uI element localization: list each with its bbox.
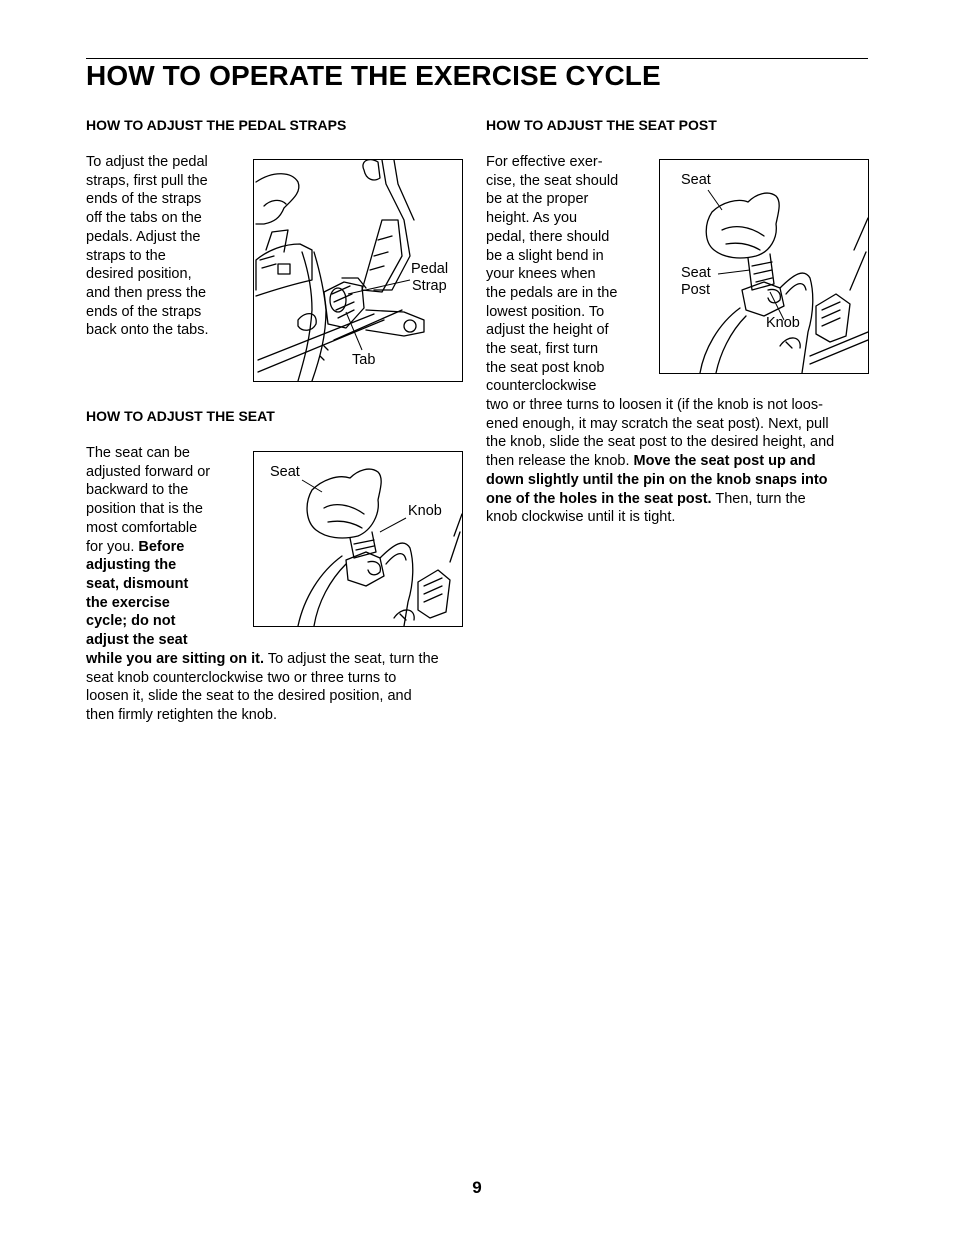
text-line: lowest position. To [486, 303, 605, 320]
text-line [486, 490, 871, 509]
text-line: the knob, slide the seat post to the desired height, and [486, 434, 835, 451]
seat-figure [253, 451, 463, 627]
text-line: height. As you [486, 210, 578, 227]
warning-text: adjust the seat [86, 632, 188, 649]
text-line: back onto the tabs. [86, 322, 209, 339]
text-line: your knees when [486, 266, 596, 283]
pedal-straps-text [86, 153, 236, 340]
strap-label: Strap [412, 278, 447, 294]
warning-text: seat, dismount [86, 575, 189, 592]
text-line: be at the proper [486, 191, 589, 208]
text-segment: To adjust the seat, turn the [264, 651, 439, 667]
seat-post-label-line1: Seat [681, 265, 711, 281]
text-segment: then release the knob. [486, 453, 634, 470]
text-line: knob clockwise until it is tight. [486, 509, 676, 526]
text-line: desired position, [86, 266, 192, 283]
text-line: For effective exer- [486, 154, 603, 170]
text-line: loosen it, slide the seat to the desired position, and [86, 688, 412, 705]
page-title: HOW TO OPERATE THE EXERCISE CYCLE [86, 60, 661, 91]
text-line: pedals. Adjust the [86, 228, 201, 245]
text-line: The seat can be [86, 445, 190, 461]
text-line: position that is the [86, 501, 203, 518]
text-line: straps to the [86, 247, 166, 264]
page-number: 9 [472, 1178, 482, 1197]
warning-text: adjusting the [86, 557, 177, 574]
text-line: pedal, there should [486, 228, 610, 245]
text-segment: for you. [86, 538, 139, 555]
text-line: the seat post knob [486, 359, 605, 376]
seat-text-narrow [86, 444, 246, 650]
text-line [486, 452, 871, 471]
text-line: then firmly retighten the knob. [86, 707, 278, 724]
seat-label: Seat [270, 464, 300, 480]
text-line: be a slight bend in [486, 247, 604, 264]
instruction-bold: Move the seat post up and [633, 453, 816, 470]
seat-post-figure [659, 159, 869, 374]
text-line: adjust the height of [486, 322, 609, 339]
text-line: seat knob counterclockwise two or three turns to [86, 669, 397, 686]
seat-post-label-line2: Post [681, 282, 711, 298]
seat-post-text-wide [486, 396, 871, 527]
text-line: two or three turns to loosen it (if the knob is not loos- [486, 397, 823, 413]
pedal-strap-figure [253, 159, 463, 382]
warning-text: the exercise [86, 594, 170, 611]
text-line: adjusted forward or [86, 463, 211, 480]
instruction-bold: one of the holes in the seat post. [486, 490, 712, 507]
text-line: cise, the seat should [486, 172, 619, 189]
warning-text: Before [138, 538, 185, 555]
warning-text: while you are sitting on it. [86, 651, 265, 667]
text-line: straps, first pull the [86, 172, 208, 189]
pedal-straps-heading: HOW TO ADJUST THE PEDAL STRAPS [86, 117, 347, 133]
text-line: the pedals are in the [486, 284, 618, 301]
text-line: ends of the straps [86, 191, 202, 208]
text-line: To adjust the pedal [86, 154, 208, 170]
seat-heading: HOW TO ADJUST THE SEAT [86, 408, 275, 424]
text-line: and then press the [86, 284, 207, 301]
text-line: counterclockwise [486, 378, 597, 395]
text-line [86, 650, 471, 669]
text-line: ened enough, it may scratch the seat post). Next, pull [486, 415, 829, 432]
seat-label: Seat [681, 172, 711, 188]
tab-label: Tab [352, 352, 376, 368]
seat-post-heading: HOW TO ADJUST THE SEAT POST [486, 117, 717, 133]
text-line: backward to the [86, 482, 189, 499]
text-line: ends of the straps [86, 303, 202, 320]
seat-text-wide [86, 650, 471, 725]
text-segment: Then, turn the [711, 490, 806, 507]
text-line: most comfortable [86, 519, 198, 536]
knob-label: Knob [766, 315, 800, 331]
instruction-bold: down slightly until the pin on the knob snaps into [486, 471, 828, 488]
text-line [86, 538, 246, 557]
text-line: the seat, first turn [486, 341, 599, 358]
text-line: off the tabs on the [86, 210, 202, 227]
warning-text: cycle; do not [86, 613, 176, 630]
pedal-label: Pedal [411, 261, 449, 277]
seat-post-text-narrow [486, 153, 646, 396]
knob-label: Knob [408, 503, 442, 519]
